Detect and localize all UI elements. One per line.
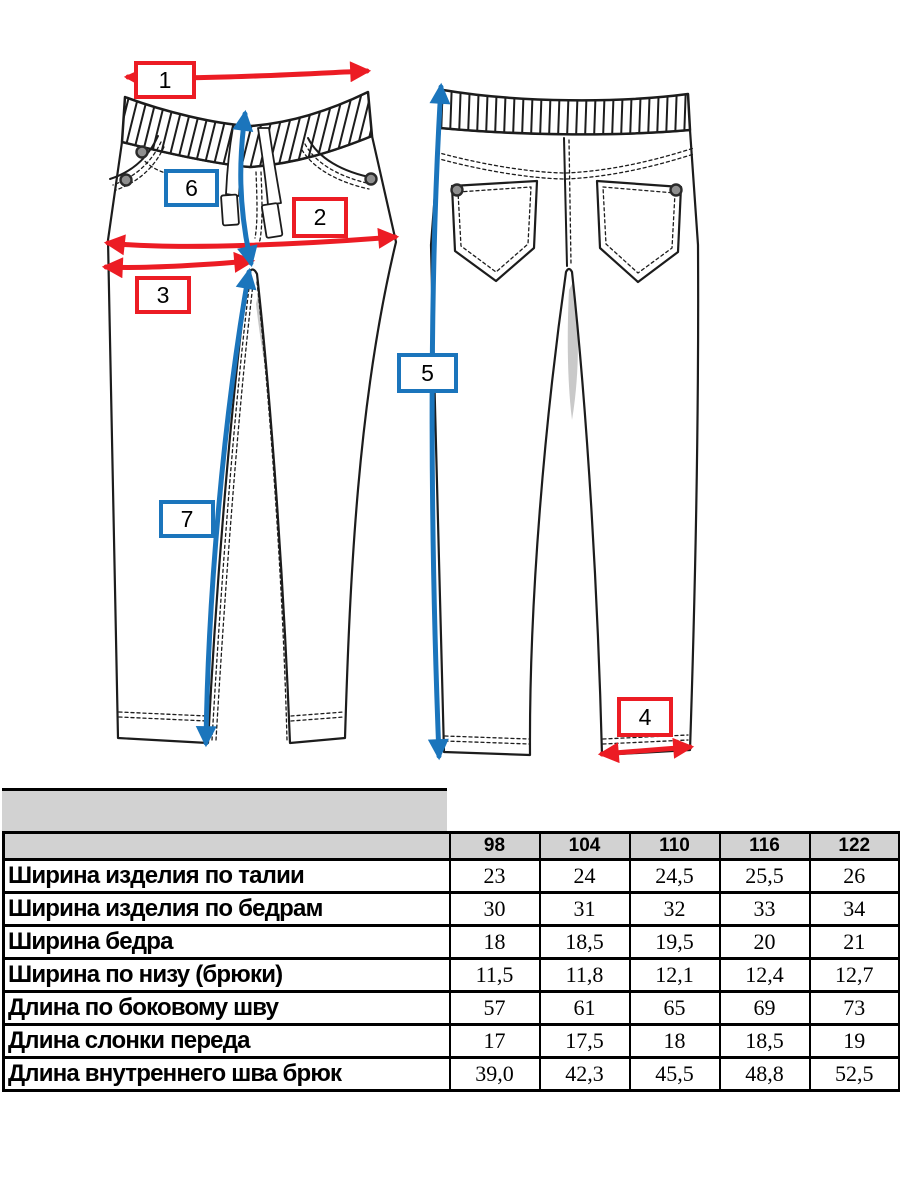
rivet-icon xyxy=(366,174,377,185)
size-header-122: 122 xyxy=(810,833,900,860)
row-label: Ширина бедра xyxy=(4,926,450,959)
cell-value: 61 xyxy=(540,992,630,1025)
table-row-waist-width xyxy=(4,860,900,893)
callout-1: 1 xyxy=(134,61,196,99)
cell-value: 24,5 xyxy=(630,860,720,893)
cell-value: 25,5 xyxy=(720,860,810,893)
cell-value: 39,0 xyxy=(450,1058,540,1091)
cell-value: 32 xyxy=(630,893,720,926)
callout-4: 4 xyxy=(617,697,673,737)
cell-value: 11,5 xyxy=(450,959,540,992)
cell-value: 30 xyxy=(450,893,540,926)
back-waistband xyxy=(440,90,690,134)
cell-value: 26 xyxy=(810,860,900,893)
pants-front-view xyxy=(108,92,396,743)
size-table xyxy=(2,831,900,1092)
table-title-band xyxy=(2,788,447,831)
size-header-empty-cell xyxy=(4,833,450,860)
callout-3: 3 xyxy=(135,276,191,314)
cell-value: 17 xyxy=(450,1025,540,1058)
cell-value: 12,1 xyxy=(630,959,720,992)
rivet-icon xyxy=(137,147,148,158)
cell-value: 57 xyxy=(450,992,540,1025)
callout-5: 5 xyxy=(397,353,458,393)
cell-value: 18 xyxy=(630,1025,720,1058)
cell-value: 42,3 xyxy=(540,1058,630,1091)
cell-value: 52,5 xyxy=(810,1058,900,1091)
table-row-bottom-width xyxy=(4,959,900,992)
rivet-icon xyxy=(121,175,132,186)
size-header-104: 104 xyxy=(540,833,630,860)
size-header-110: 110 xyxy=(630,833,720,860)
cell-value: 48,8 xyxy=(720,1058,810,1091)
cell-value: 34 xyxy=(810,893,900,926)
cell-value: 24 xyxy=(540,860,630,893)
row-label: Ширина изделия по талии xyxy=(4,860,450,893)
callout-7: 7 xyxy=(159,500,215,538)
cell-value: 18,5 xyxy=(720,1025,810,1058)
row-label: Ширина по низу (брюки) xyxy=(4,959,450,992)
cell-value: 33 xyxy=(720,893,810,926)
cell-value: 12,7 xyxy=(810,959,900,992)
cell-value: 65 xyxy=(630,992,720,1025)
cell-value: 19 xyxy=(810,1025,900,1058)
table-row-inseam-length xyxy=(4,1058,900,1091)
table-row-hip-width xyxy=(4,893,900,926)
size-header-116: 116 xyxy=(720,833,810,860)
pants-back-view xyxy=(431,90,698,755)
cell-value: 19,5 xyxy=(630,926,720,959)
cell-value: 18,5 xyxy=(540,926,630,959)
cell-value: 31 xyxy=(540,893,630,926)
cell-value: 23 xyxy=(450,860,540,893)
cell-value: 21 xyxy=(810,926,900,959)
row-label: Длина по боковому шву xyxy=(4,992,450,1025)
row-label: Длина внутреннего шва брюк xyxy=(4,1058,450,1091)
table-row-front-rise-length xyxy=(4,1025,900,1058)
size-header-98: 98 xyxy=(450,833,540,860)
rivet-icon xyxy=(452,185,463,196)
callout-6: 6 xyxy=(164,169,219,207)
cell-value: 73 xyxy=(810,992,900,1025)
cell-value: 17,5 xyxy=(540,1025,630,1058)
cell-value: 45,5 xyxy=(630,1058,720,1091)
rivet-icon xyxy=(671,185,682,196)
table-row-side-seam-length xyxy=(4,992,900,1025)
cell-value: 12,4 xyxy=(720,959,810,992)
row-label: Ширина изделия по бедрам xyxy=(4,893,450,926)
row-label: Длина слонки переда xyxy=(4,1025,450,1058)
cell-value: 20 xyxy=(720,926,810,959)
cell-value: 69 xyxy=(720,992,810,1025)
table-row-thigh-width xyxy=(4,926,900,959)
callout-2: 2 xyxy=(292,197,348,238)
cell-value: 18 xyxy=(450,926,540,959)
size-header-row xyxy=(4,833,900,860)
cell-value: 11,8 xyxy=(540,959,630,992)
